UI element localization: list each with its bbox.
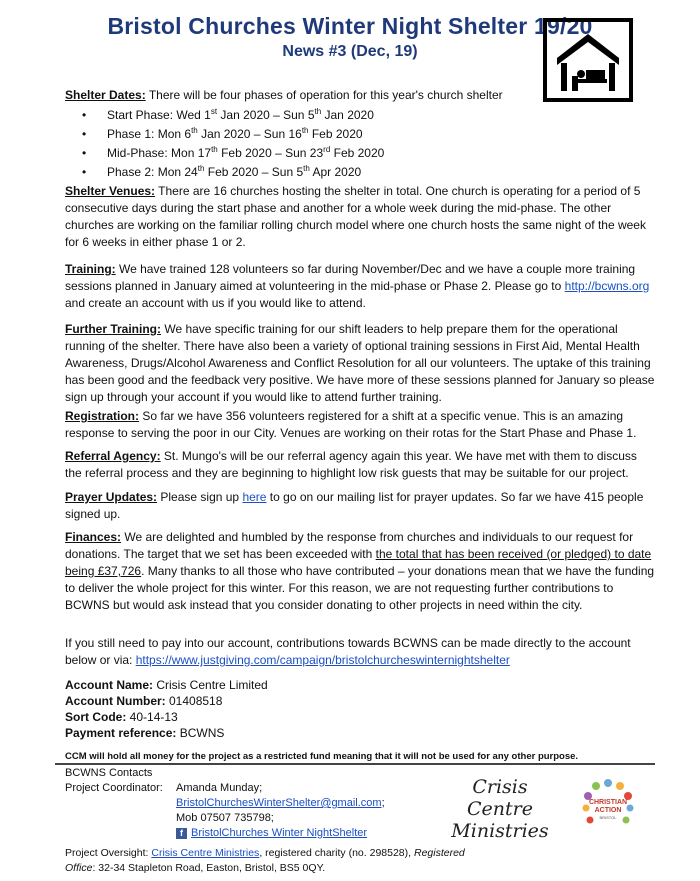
referral-text: St. Mungo's will be our referral agency again this year. We have met with them to discuss the referral process and they are beginning to highlight low risk guests that may be suitable for our project. (65, 449, 637, 480)
payment-text: If you still need to pay into our account, contributions towards BCWNS can be made directly to the account below or via: (65, 636, 631, 667)
payment-section (65, 635, 655, 669)
date-item-mid-phase: • Mid-Phase: Mon 17th Feb 2020 – Sun 23rd Feb 2020 (107, 144, 655, 163)
coordinator-details: Amanda Munday; BristolChurchesWinterShelter@gmail.com; Mob 07507 735798; f BristolChurches Winter NightShelter (176, 782, 385, 839)
facebook-page-link[interactable]: BristolChurches Winter NightShelter (191, 827, 368, 839)
shelter-dates-heading: Shelter Dates: (65, 88, 146, 102)
date-item-phase1: • Phase 1: Mon 6th Jan 2020 – Sun 16th Feb 2020 (107, 125, 655, 144)
finances-text-end: . Many thanks to all those who have contributed – your donations mean that we have the funding to deliver the whole project for this winter. For this reason, we are not requesting further contributions to BCWNS but would ask instead that you consider donating to other projects in need within the city. (65, 564, 655, 612)
date-item-phase2: • Phase 2: Mon 24th Feb 2020 – Sun 5th Apr 2020 (107, 163, 655, 182)
shelter-venues-heading: Shelter Venues: (65, 184, 156, 198)
svg-text:BRISTOL: BRISTOL (599, 815, 617, 820)
christian-action-bristol-logo (578, 776, 638, 836)
further-training-text: We have specific training for our shift leaders to help prepare them for the operational running of the shelter. There have also been a variety of optional training sessions in First Aid, Mental Health Awareness, Drugs/Alcohol Awareness and Conflict Resolution for all our volunteers. The uptake of this training has been good and the feedback very positive. We have more of these sessions planned for January so please sign up through your account if you would like to attend further training. (65, 322, 655, 404)
finances-heading: Finances: (65, 530, 122, 544)
svg-text:ACTION: ACTION (594, 807, 622, 814)
training-section (65, 261, 655, 312)
finances-text: We are delighted and humbled by the response from churches and individuals to our request for donations. The target that we set has been exceeded with (65, 530, 634, 561)
justgiving-link[interactable]: https://www.justgiving.com/campaign/bristolchurcheswinternightshelter (135, 653, 510, 667)
shelter-venues-section (65, 183, 655, 251)
prayer-signup-link[interactable]: here (242, 490, 267, 504)
training-text-end: and create an account with us if you would like to attend. (65, 296, 366, 310)
page-title: Bristol Churches Winter Night Shelter 19/20 (107, 13, 593, 39)
ccm-note: CCM will hold all money for the project as a restricted fund meaning that it will not be used for any other purpose. (65, 751, 579, 762)
registration-heading: Registration: (65, 409, 140, 423)
registration-section (65, 408, 655, 442)
newsletter-issue: News #3 (Dec, 19) (282, 43, 418, 60)
account-name-row: Account Name: Crisis Centre Limited (65, 678, 268, 692)
divider (55, 763, 655, 765)
coordinator-name: Amanda Munday; (176, 782, 263, 794)
referral-heading: Referral Agency: (65, 449, 161, 463)
bcwns-link[interactable]: http://bcwns.org (564, 279, 650, 293)
facebook-icon: f (176, 828, 187, 839)
further-training-section (65, 321, 655, 406)
svg-text:CHRISTIAN: CHRISTIAN (588, 799, 628, 806)
referral-section (65, 448, 655, 482)
contacts-heading: BCWNS Contacts (65, 767, 153, 779)
crisis-centre-ministries-logo: Crisis Centre Ministries (451, 776, 549, 842)
shelter-venues-text: There are 16 churches hosting the shelter in total. One church is operating for a period of 5 consecutive days during the start phase and another for a whole week during the mid-phase. The other churches are working on the familiar rolling church model where one church hosts the same night of the week for 6 weeks in either phase 1 or 2. (65, 184, 646, 249)
payment-reference-row: Payment reference: BCWNS (65, 726, 225, 740)
coordinator-label: Project Coordinator: (65, 782, 163, 794)
account-number-row: Account Number: 01408518 (65, 694, 223, 708)
finances-section (65, 529, 655, 614)
prayer-section (65, 489, 655, 523)
coordinator-mobile: Mob 07507 735798; (176, 812, 274, 824)
further-training-heading: Further Training: (65, 322, 161, 336)
registration-text: So far we have 356 volunteers registered for a shift at a specific venue. This is an amazing response to serving the poor in our City. Venues are working on their rotas for the Start Phase and Phase 1. (65, 409, 637, 440)
contacts-section (65, 766, 163, 796)
prayer-text: Please sign up (157, 490, 243, 504)
prayer-heading: Prayer Updates: (65, 490, 158, 504)
footer-oversight: Project Oversight: Crisis Centre Ministries, registered charity (no. 298528), Registered Office: 32-34 Stapleton Road, Easton, Bristol, BS5 0QY. (65, 847, 465, 874)
date-item-start: • Start Phase: Wed 1st Jan 2020 – Sun 5th Jan 2020 (107, 106, 655, 125)
account-details (65, 677, 655, 741)
shelter-dates-section (65, 87, 655, 182)
finances-total: the total that has been received (or pledged) to date being £37,726 (65, 547, 652, 578)
crisis-centre-link[interactable]: Crisis Centre Ministries (151, 847, 260, 859)
prayer-text-end: to go on our mailing list for prayer updates. So far we have 415 people signed up. (65, 490, 644, 521)
shelter-dates-intro: There will be four phases of operation for this year's church shelter (145, 88, 503, 102)
training-heading: Training: (65, 262, 116, 276)
sort-code-row: Sort Code: 40-14-13 (65, 710, 178, 724)
coordinator-email-link[interactable]: BristolChurchesWinterShelter@gmail.com (176, 797, 382, 809)
training-text: We have trained 128 volunteers so far during November/Dec and we have a couple more training sessions planned in January aimed at volunteering in the mid-phase or Phase 2. Please go to (65, 262, 636, 293)
